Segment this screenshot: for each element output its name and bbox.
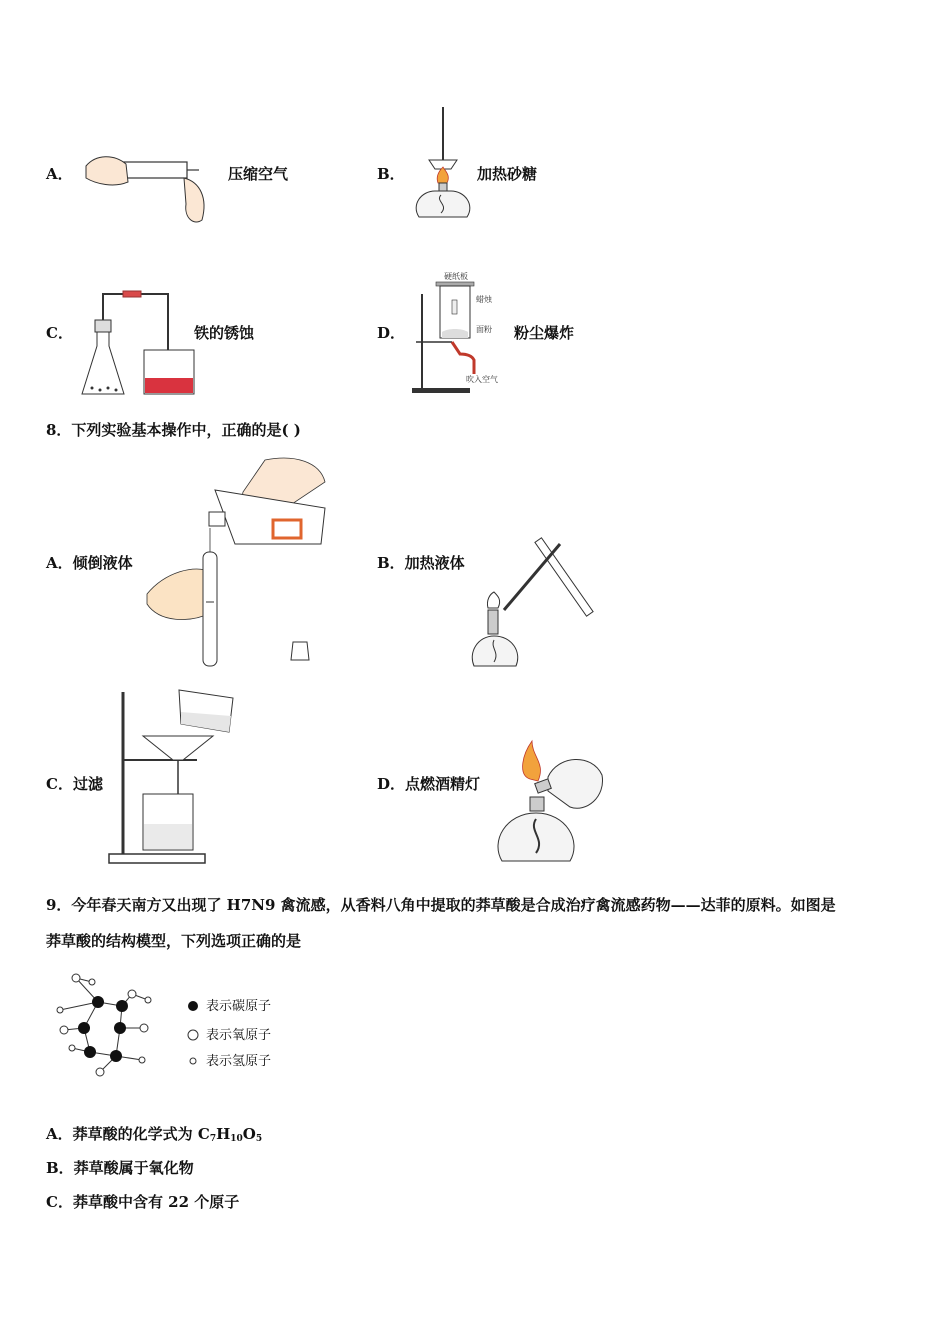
oxygen-legend-icon [186, 1028, 200, 1042]
q8-option-d: D．点燃酒精灯 [377, 775, 481, 793]
q7-option-a-text: 压缩空气 [228, 165, 289, 183]
q9-option-b: B．莽草酸属于氧化物 [46, 1159, 194, 1177]
q9-stem-line2: 莽草酸的结构模型，下列选项正确的是 [46, 932, 302, 950]
q9-stem-line1: 9．今年春天南方又出现了 H7N9 禽流感，从香料八角中提取的莽草酸是合成治疗禽流感药物——达菲的原料。如图是 [46, 896, 836, 914]
q7-option-b-text: 加热砂糖 [477, 165, 538, 183]
filtration-figure [105, 684, 243, 866]
q9-option-a-sub-o: 5 [255, 1134, 263, 1144]
q9-option-a-prefix: A．莽草酸的化学式为 C [46, 1125, 210, 1143]
syringe-figure [84, 148, 219, 228]
board-label: 硬纸板 [444, 272, 468, 281]
iron-rust-figure [78, 288, 198, 400]
q7-option-d-letter: D． [377, 324, 406, 342]
q7-option-c-letter: C． [46, 324, 73, 342]
heating-sugar-figure [405, 105, 475, 223]
q9-option-a-sub-h: 10 [230, 1134, 243, 1144]
carbon-legend-icon [186, 999, 200, 1013]
pouring-liquid-figure [145, 452, 330, 668]
air-label: 吹入空气 [466, 375, 498, 384]
q9-option-a-sub-c: 7 [209, 1134, 217, 1144]
q9-option-a-o: O [242, 1125, 256, 1143]
hydrogen-legend-label: 表示氢原子 [206, 1054, 272, 1069]
q7-option-a-letter: A． [46, 165, 73, 183]
q9-option-a [46, 1127, 262, 1144]
q8-option-c: C．过滤 [46, 775, 103, 793]
q9-option-a-h: H [216, 1125, 231, 1143]
heating-liquid-figure [470, 530, 605, 670]
carbon-legend-label: 表示碳原子 [206, 999, 272, 1014]
q9-option-c: C．莽草酸中含有 22 个原子 [46, 1193, 240, 1211]
candle-label: 蜡烛 [476, 295, 492, 304]
q8-stem: 8．下列实验基本操作中，正确的是( ) [46, 421, 301, 439]
lighting-lamp-figure [488, 735, 608, 867]
hydrogen-legend-icon [186, 1054, 200, 1068]
oxygen-legend-label: 表示氧原子 [206, 1028, 272, 1043]
q8-option-a: A．倾倒液体 [46, 554, 133, 572]
dust-explosion-figure [408, 270, 513, 398]
molecule-model-figure [52, 966, 162, 1078]
q7-option-d-text: 粉尘爆炸 [514, 324, 575, 342]
q8-option-b: B．加热液体 [377, 554, 465, 572]
q7-option-c-text: 铁的锈蚀 [194, 324, 255, 342]
q7-option-b-letter: B． [377, 165, 405, 183]
flour-label: 面粉 [476, 325, 492, 334]
